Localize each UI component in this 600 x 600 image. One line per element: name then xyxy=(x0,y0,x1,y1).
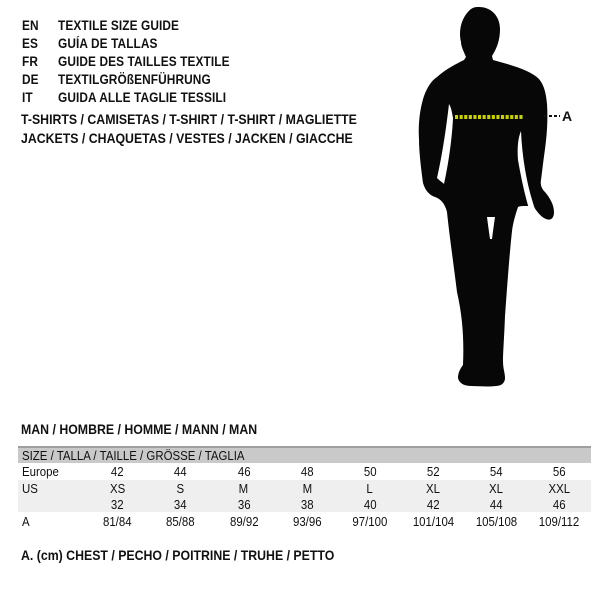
table-cell: 48 xyxy=(300,464,314,479)
size-table-header: SIZE / TALLA / TAILLE / GRÖSSE / TAGLIA xyxy=(18,446,591,463)
table-cell: S xyxy=(176,480,185,496)
table-cell: 44 xyxy=(489,496,503,512)
measure-label-a: A xyxy=(561,108,573,124)
table-cell: 50 xyxy=(363,464,377,479)
row-label: A xyxy=(22,513,30,529)
language-title: TEXTILE SIZE GUIDE xyxy=(58,17,180,33)
language-row-en xyxy=(22,16,253,34)
category-line-jackets: JACKETS / CHAQUETAS / VESTES / JACKEN / GIACCHE xyxy=(21,129,353,146)
table-cell: 97/100 xyxy=(352,513,388,529)
table-cell: 56 xyxy=(553,464,566,479)
table-row-europe xyxy=(18,463,591,480)
language-code: ES xyxy=(22,35,39,51)
measurement-footnote: A. (cm) CHEST / PECHO / POITRINE / TRUHE / PETTO xyxy=(21,547,335,563)
size-table xyxy=(18,446,591,530)
language-title: TEXTILGRÖßENFÜHRUNG xyxy=(58,71,211,87)
section-title-man: MAN / HOMBRE / HOMME / MANN / MAN xyxy=(21,420,258,437)
table-cell: 32 xyxy=(111,496,124,512)
language-title: GUÍA DE TALLAS xyxy=(58,35,158,51)
table-cell: 54 xyxy=(489,464,503,479)
table-cell: M xyxy=(239,480,249,496)
language-title: GUIDA ALLE TAGLIE TESSILI xyxy=(58,89,227,105)
table-row-chest xyxy=(18,512,591,530)
table-cell: 101/104 xyxy=(412,513,454,529)
language-row-it xyxy=(22,88,253,106)
language-row-de xyxy=(22,70,253,88)
man-silhouette-body xyxy=(419,7,554,386)
table-cell: 85/88 xyxy=(166,513,196,529)
row-label: Europe xyxy=(22,464,59,479)
row-label: US xyxy=(22,480,38,496)
table-cell: 109/112 xyxy=(539,513,580,529)
table-cell: XL xyxy=(426,480,441,496)
table-cell: 46 xyxy=(553,496,566,512)
table-cell: 89/92 xyxy=(229,513,259,529)
table-row-numeric xyxy=(18,496,591,512)
table-row-us xyxy=(18,480,591,496)
table-cell: 105/108 xyxy=(475,513,517,529)
table-cell: 42 xyxy=(111,464,124,479)
table-cell: 52 xyxy=(426,464,440,479)
table-cell: 40 xyxy=(363,496,377,512)
language-code: FR xyxy=(22,53,39,69)
man-silhouette xyxy=(400,0,600,400)
table-cell: 36 xyxy=(237,496,251,512)
language-row-es xyxy=(22,34,253,52)
language-code: DE xyxy=(22,71,39,87)
table-cell: 42 xyxy=(426,496,440,512)
table-cell: L xyxy=(366,480,374,496)
language-code: IT xyxy=(22,89,33,105)
table-cell: M xyxy=(302,480,312,496)
garment-categories xyxy=(21,109,403,147)
table-cell: 93/96 xyxy=(292,513,322,529)
language-row-fr xyxy=(22,52,253,70)
table-cell: XXL xyxy=(548,480,571,496)
table-cell: 34 xyxy=(174,496,188,512)
language-list xyxy=(22,16,253,106)
category-line-tshirts: T-SHIRTS / CAMISETAS / T-SHIRT / T-SHIRT / MAGLIETTE xyxy=(21,110,357,127)
row-label xyxy=(18,496,86,512)
table-cell: XS xyxy=(109,480,126,496)
language-title: GUIDE DES TAILLES TEXTILE xyxy=(58,53,230,69)
table-cell: 81/84 xyxy=(103,513,132,529)
language-code: EN xyxy=(22,17,39,33)
table-cell: XL xyxy=(489,480,504,496)
table-cell: 38 xyxy=(300,496,314,512)
table-cell: 46 xyxy=(237,464,251,479)
table-cell: 44 xyxy=(174,464,188,479)
